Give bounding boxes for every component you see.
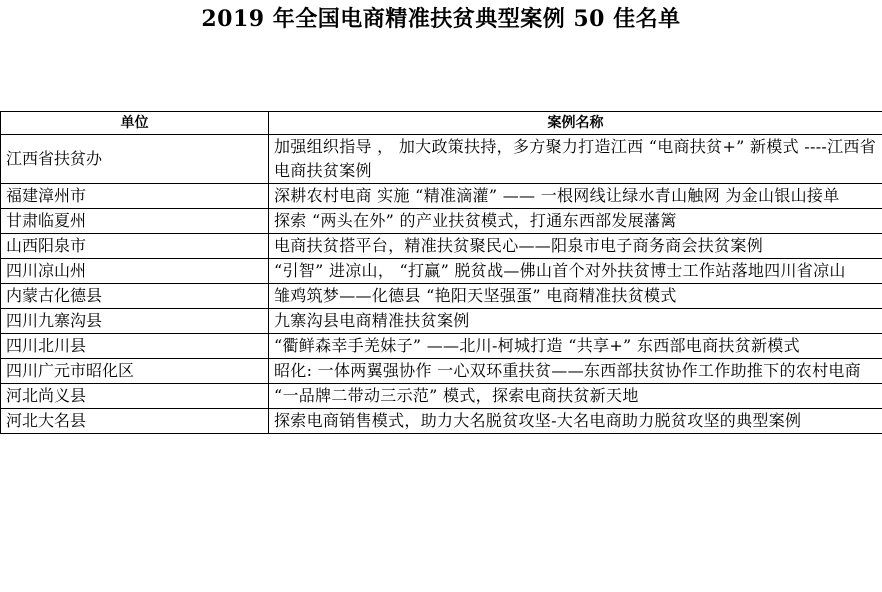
table-row [1, 334, 882, 359]
table-row [1, 135, 882, 184]
table-row [1, 409, 882, 434]
cell-unit: 甘肃临夏州 [1, 209, 269, 234]
cell-case-name: 探索电商销售模式，助力大名脱贫攻坚-大名电商助力脱贫攻坚的典型案例 [269, 409, 882, 434]
case-list-table [0, 111, 882, 434]
cell-unit: 内蒙古化德县 [1, 284, 269, 309]
cell-case-name: “衢鲜森幸手羌妹子” ——北川-柯城打造 “共享+” 东西部电商扶贫新模式 [269, 334, 882, 359]
table-row [1, 309, 882, 334]
column-header-unit: 单位 [1, 112, 269, 135]
cell-case-name: “一品牌二带动三示范” 模式，探索电商扶贫新天地 [269, 384, 882, 409]
table-row [1, 234, 882, 259]
cell-unit: 河北大名县 [1, 409, 269, 434]
cell-unit: 四川凉山州 [1, 259, 269, 284]
cell-unit: 四川九寨沟县 [1, 309, 269, 334]
cell-unit: 山西阳泉市 [1, 234, 269, 259]
table-row [1, 184, 882, 209]
cell-unit: 江西省扶贫办 [1, 135, 269, 184]
table-row [1, 209, 882, 234]
cell-case-name: “引智” 进凉山， “打赢” 脱贫战—佛山首个对外扶贫博士工作站落地四川省凉山 [269, 259, 882, 284]
column-header-case-name: 案例名称 [269, 112, 882, 135]
cell-case-name: 雏鸡筑梦——化德县 “艳阳天坚强蛋” 电商精准扶贫模式 [269, 284, 882, 309]
cell-unit: 四川北川县 [1, 334, 269, 359]
cell-case-name: 加强组织指导 ， 加大政策扶持，多方聚力打造江西 “电商扶贫+” 新模式 ----江西省电商扶贫案例 [269, 135, 882, 184]
table-row [1, 359, 882, 384]
table-row [1, 284, 882, 309]
cell-case-name: 昭化: 一体两翼强协作 一心双环重扶贫——东西部扶贫协作工作助推下的农村电商 [269, 359, 882, 384]
cell-unit: 四川广元市昭化区 [1, 359, 269, 384]
cell-case-name: 深耕农村电商 实施 “精准滴灌” —— 一根网线让绿水青山触网 为金山银山接单 [269, 184, 882, 209]
table-header-row [1, 112, 882, 135]
document-title: 2019 年全国电商精准扶贫典型案例 50 佳名单 [201, 6, 681, 32]
table-row [1, 384, 882, 409]
cell-unit: 福建漳州市 [1, 184, 269, 209]
table-row [1, 259, 882, 284]
cell-case-name: 探索 “两头在外” 的产业扶贫模式，打通东西部发展藩篱 [269, 209, 882, 234]
cell-case-name: 电商扶贫搭平台，精准扶贫聚民心——阳泉市电子商务商会扶贫案例 [269, 234, 882, 259]
cell-unit: 河北尚义县 [1, 384, 269, 409]
cell-case-name: 九寨沟县电商精准扶贫案例 [269, 309, 882, 334]
